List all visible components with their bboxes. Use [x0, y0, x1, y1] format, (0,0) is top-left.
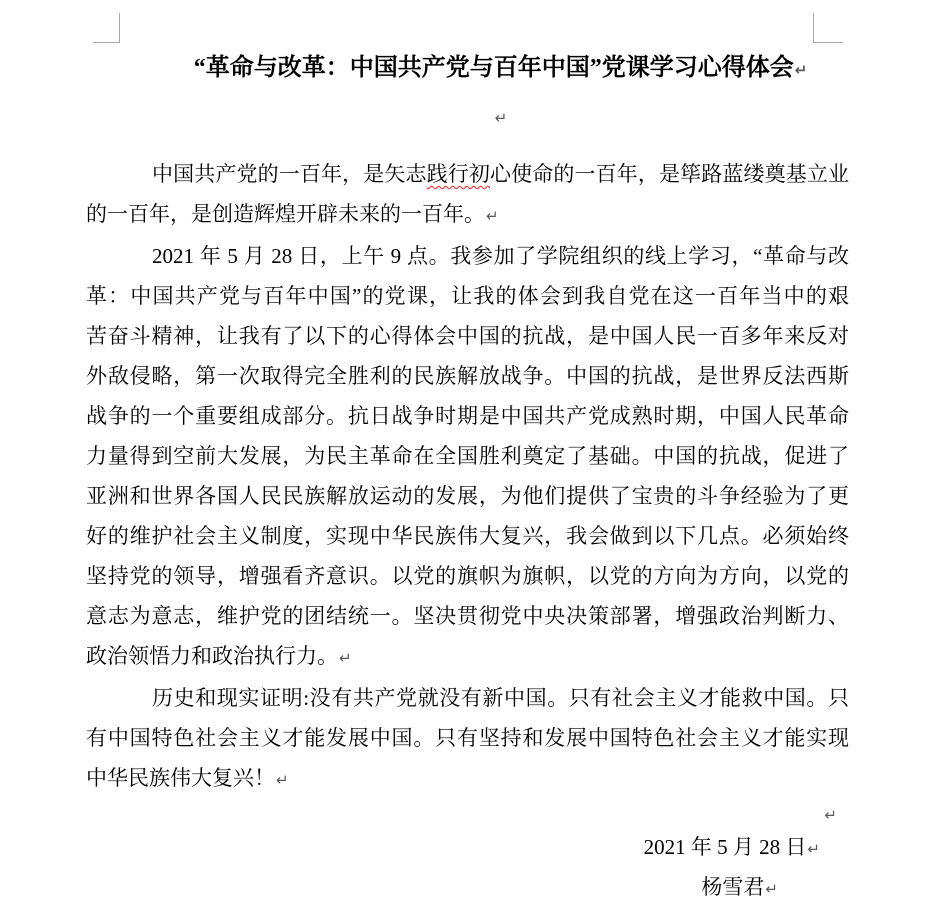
date-line[interactable]	[86, 828, 849, 868]
paragraph-text: 政治领悟力和政治执行力。	[86, 644, 338, 668]
paragraph-text: 好的维护社会主义制度，实现中华民族伟大复兴，我会做到以下几点。必须始终	[86, 524, 849, 548]
paragraph-text: 坚持党的领导，增强看齐意识。以党的旗帜为旗帜，以党的方向为方向，以党的	[86, 564, 849, 588]
paragraph-text: 外敌侵略，第一次取得完全胜利的民族解放战争。中国的抗战，是世界反法西斯	[86, 364, 849, 388]
paragraph-mark-icon: ↵	[794, 61, 808, 79]
paragraph-2-line[interactable]	[86, 236, 849, 276]
paragraph-2-line[interactable]	[86, 276, 849, 316]
paragraph-text: 战争的一个重要组成部分。抗日战争时期是中国共产党成熟时期，中国人民革命	[86, 404, 849, 428]
paragraph-2-line[interactable]	[86, 356, 849, 396]
spellcheck-flagged-text: 践行初	[426, 162, 490, 186]
paragraph-mark-icon: ↵	[276, 771, 289, 789]
paragraph-mark-icon: ↵	[807, 840, 820, 858]
paragraph-text: 革：中国共产党与百年中国”的党课，让我的体会到我自党在这一百年当中的艰	[86, 284, 849, 308]
paragraph-mark-icon: ↵	[765, 880, 778, 898]
paragraph-text: 中华民族伟大复兴！	[86, 766, 275, 790]
signature-text: 杨雪君	[701, 875, 765, 899]
paragraph-1-line-2[interactable]	[86, 194, 849, 236]
date-text: 2021 年 5 月 28 日	[643, 835, 807, 859]
paragraph-text: 苦奋斗精神，让我有了以下的心得体会中国的抗战，是中国人民一百多年来反对	[86, 324, 849, 348]
paragraph-2-line[interactable]	[86, 316, 849, 356]
paragraph-2-line[interactable]	[86, 436, 849, 476]
paragraph-text: 心使命的一百年，是筚路蓝缕奠基立业	[490, 162, 849, 186]
paragraph-2-line[interactable]	[86, 396, 849, 436]
margin-crop-mark-top-left	[93, 13, 120, 43]
paragraph-1-line-1[interactable]	[86, 154, 849, 194]
document-title[interactable]	[86, 42, 849, 96]
paragraph-2-line[interactable]	[86, 556, 849, 596]
paragraph-text: 2021 年 5 月 28 日，上午 9 点。我参加了学院组织的线上学习，“革命与改	[152, 244, 849, 268]
paragraph-mark-icon: ↵	[824, 806, 837, 824]
paragraph-2-line[interactable]	[86, 476, 849, 516]
paragraph-3-line[interactable]	[86, 718, 849, 758]
paragraph-2-line[interactable]	[86, 596, 849, 636]
paragraph-mark-icon: ↵	[494, 109, 508, 127]
paragraph-text: 亚洲和世界各国人民民族解放运动的发展，为他们提供了宝贵的斗争经验为了更	[86, 484, 849, 508]
signature-line[interactable]	[86, 868, 849, 900]
paragraph-text: 有中国特色社会主义才能发展中国。只有坚持和发展中国特色社会主义才能实现	[86, 726, 849, 750]
paragraph-3-line[interactable]	[86, 678, 849, 718]
paragraph-text: 历史和现实证明:没有共产党就没有新中国。只有社会主义才能救中国。只	[152, 686, 849, 710]
paragraph-mark-icon: ↵	[486, 207, 499, 225]
paragraph-text: 力量得到空前大发展，为民主革命在全国胜利奠定了基础。中国的抗战，促进了	[86, 444, 849, 468]
paragraph-mark-icon: ↵	[339, 649, 352, 667]
paragraph-text: 意志为意志，维护党的团结统一。坚决贯彻党中央决策部署，增强政治判断力、	[86, 604, 849, 628]
paragraph-3-last-line[interactable]	[86, 758, 849, 800]
document-content[interactable]	[86, 42, 849, 900]
paragraph-text: 的一百年，是创造辉煌开辟未来的一百年。	[86, 202, 485, 226]
paragraph-text: 中国共产党的一百年，是矢志	[152, 162, 427, 186]
paragraph-2-line[interactable]	[86, 516, 849, 556]
margin-crop-mark-top-right	[813, 13, 843, 43]
title-text: “革命与改革：中国共产党与百年中国”党课学习心得体会	[193, 55, 794, 81]
paragraph-2-last-line[interactable]	[86, 636, 849, 678]
empty-paragraph[interactable]	[86, 800, 849, 828]
empty-paragraph[interactable]	[86, 96, 849, 138]
